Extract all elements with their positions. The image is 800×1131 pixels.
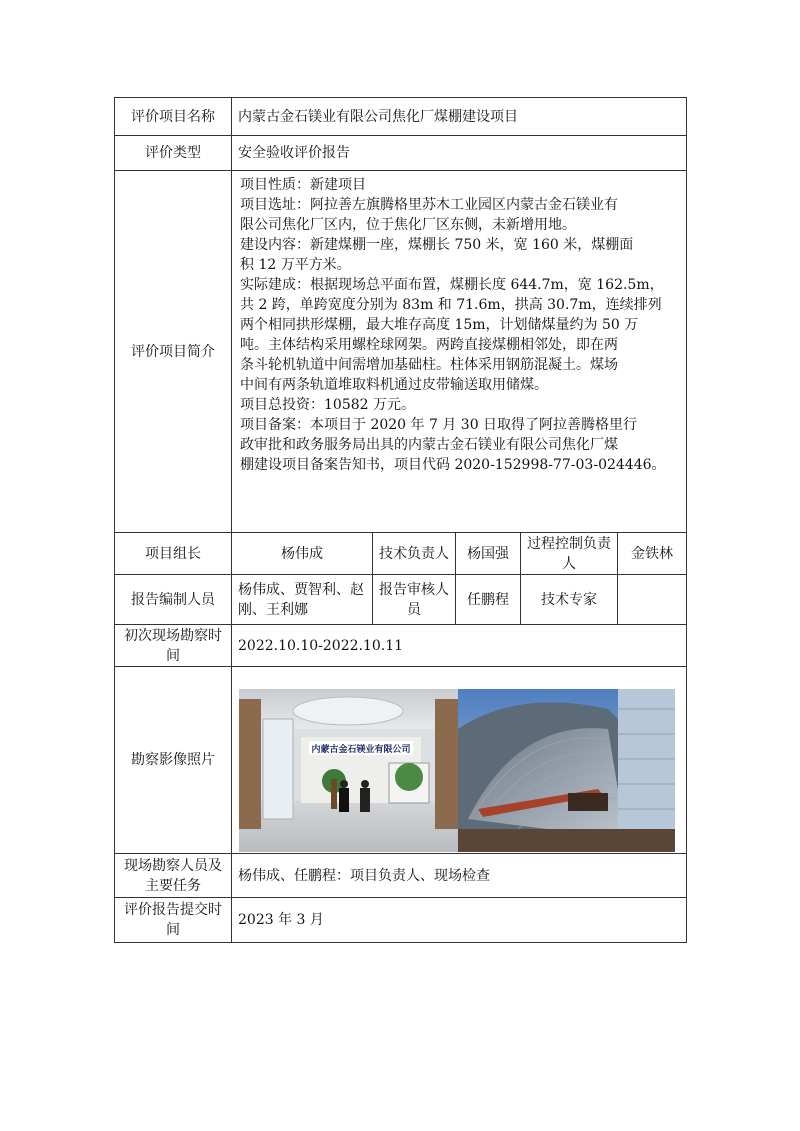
leader-label: 项目组长: [115, 533, 232, 575]
expert-label: 技术专家: [521, 575, 618, 625]
row-authors: [115, 575, 687, 625]
summary-line: 限公司焦化厂区内，位于焦化厂区东侧，未新增用地。: [240, 217, 576, 233]
submit-time-label: 评价报告提交时间: [115, 898, 232, 943]
coal-shed-photo: [458, 689, 675, 852]
summary-line: 棚建设项目备案告知书，项目代码 2020-152998-77-03-024446。: [240, 457, 666, 473]
evaluation-table: [114, 97, 686, 942]
summary-line: 条斗轮机轨道中间需增加基础柱。柱体采用钢筋混凝土。煤场: [240, 357, 618, 373]
row-eval-type: [115, 136, 687, 171]
row-summary: [115, 171, 687, 533]
summary-line: 项目总投资：10582 万元。: [240, 397, 415, 413]
summary-line: 项目性质：新建项目: [240, 177, 366, 193]
summary-line: 实际建成：根据现场总平面布置，煤棚长度 644.7m，宽 162.5m，: [240, 277, 664, 293]
summary-label: 评价项目简介: [115, 171, 232, 533]
authors-value: 杨伟成、贾智利、赵刚、王利娜: [232, 575, 373, 625]
summary-content: [232, 171, 687, 533]
photos-cell: [232, 667, 687, 854]
summary-line: 两个相同拱形煤棚，最大堆存高度 15m，计划储煤量约为 50 万: [240, 317, 639, 333]
summary-line: 共 2 跨，单跨宽度分别为 83m 和 71.6m，拱高 30.7m，连续排列: [240, 297, 662, 313]
survey-time-label: 初次现场勘察时间: [115, 625, 232, 667]
summary-line: 中间有两条轨道堆取料机通过皮带输送取用储煤。: [240, 377, 548, 393]
row-leaders: [115, 533, 687, 575]
survey-time-value: 2022.10.10-2022.10.11: [232, 625, 687, 667]
summary-line: 建设内容：新建煤棚一座，煤棚长 750 米，宽 160 米，煤棚面: [240, 237, 634, 253]
row-submit-time: [115, 898, 687, 943]
summary-line: 积 12 万平方米。: [240, 257, 351, 273]
tech-lead-value: 杨国强: [456, 533, 521, 575]
process-lead-label: 过程控制负责人: [521, 533, 618, 575]
summary-line: 吨。主体结构采用螺栓球网架。两跨直接煤棚相邻处，即在两: [240, 337, 618, 353]
leader-value: 杨伟成: [232, 533, 373, 575]
row-photos: [115, 667, 687, 854]
lobby-sign-text: 内蒙古金石镁业有限公司: [311, 744, 411, 754]
process-lead-value: 金铁林: [618, 533, 687, 575]
summary-line: 项目备案：本项目于 2020 年 7 月 30 日取得了阿拉善腾格里行: [240, 417, 638, 433]
photos-label: 勘察影像照片: [115, 667, 232, 854]
row-surveyors: [115, 854, 687, 898]
reviewer-value: 任鹏程: [456, 575, 521, 625]
summary-line: 政审批和政务服务局出具的内蒙古金石镁业有限公司焦化厂煤: [240, 437, 618, 453]
project-name-label: 评价项目名称: [115, 98, 232, 136]
summary-line: 项目选址：阿拉善左旗腾格里苏木工业园区内蒙古金石镁业有: [240, 197, 618, 213]
project-name-value: 内蒙古金石镁业有限公司焦化厂煤棚建设项目: [232, 98, 687, 136]
eval-type-value: 安全验收评价报告: [232, 136, 687, 171]
surveyors-label: 现场勘察人员及主要任务: [115, 854, 232, 898]
submit-time-value: 2023 年 3 月: [232, 898, 687, 943]
row-survey-time: [115, 625, 687, 667]
surveyors-value: 杨伟成、任鹏程：项目负责人、现场检查: [232, 854, 687, 898]
authors-label: 报告编制人员: [115, 575, 232, 625]
expert-value: [618, 575, 687, 625]
eval-type-label: 评价类型: [115, 136, 232, 171]
lobby-photo: [239, 689, 458, 852]
row-project-name: [115, 98, 687, 136]
tech-lead-label: 技术负责人: [373, 533, 456, 575]
reviewer-label: 报告审核人员: [373, 575, 456, 625]
